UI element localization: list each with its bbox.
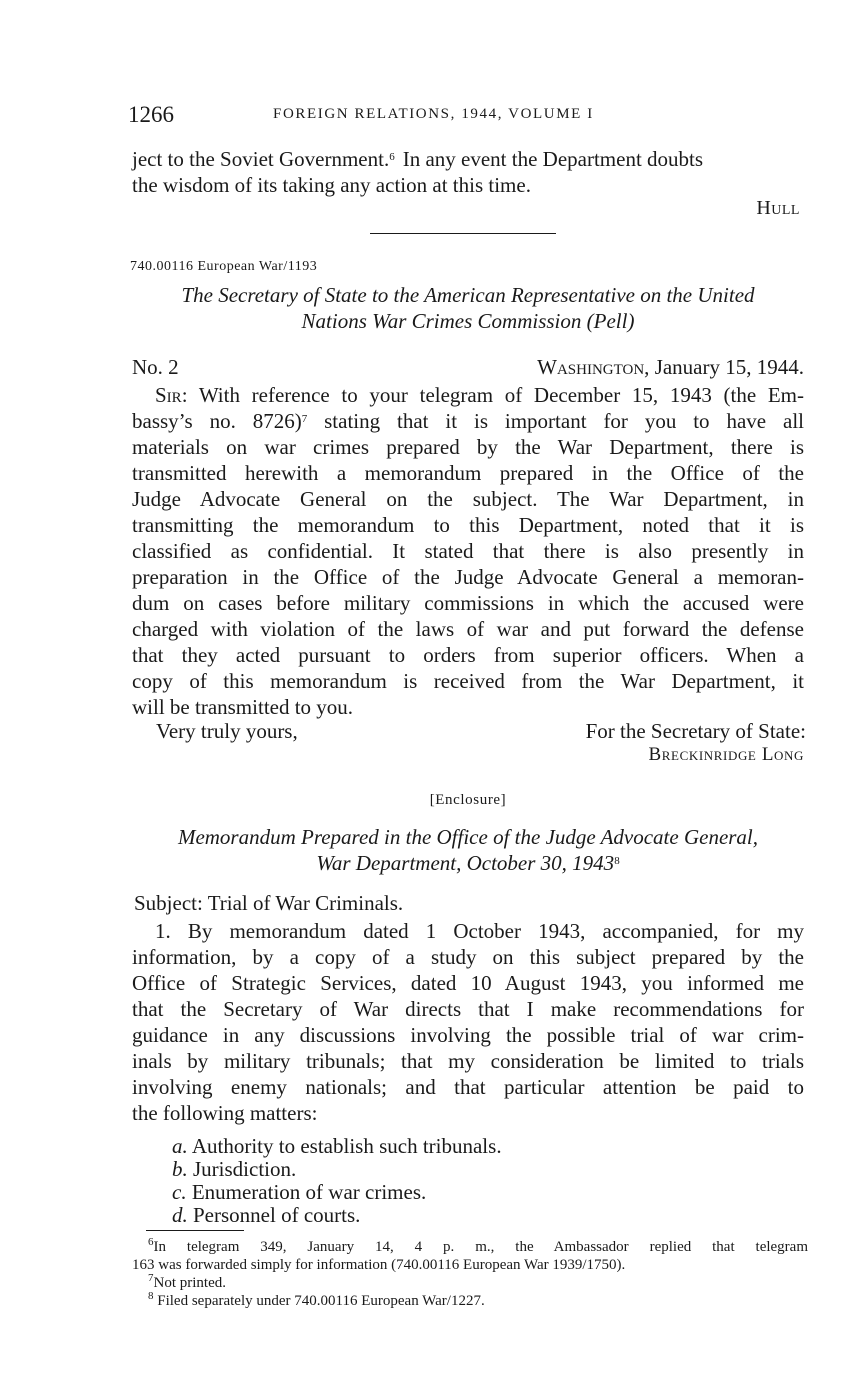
signature-hull: Hull xyxy=(756,197,800,219)
letter-line-8: dum on cases before military commissions in which the accused were xyxy=(132,591,804,615)
letter-line-0: Sir: With reference to your telegram of December 15, 1943 (the Em- xyxy=(155,383,804,407)
letter-line-9: charged with violation of the laws of war and put forward the defense xyxy=(132,617,804,641)
letter-line-12: will be transmitted to you. xyxy=(132,695,354,719)
document-heading-line-1: The Secretary of State to the American Representative on the United xyxy=(181,283,755,307)
footnote-ref-8: 8 xyxy=(614,855,620,867)
list-item-d: d. Personnel of courts. xyxy=(172,1203,361,1227)
salutation: Sir xyxy=(155,383,182,407)
footnote-rule xyxy=(146,1230,244,1231)
memo-line-7: the following matters: xyxy=(132,1101,318,1125)
memo-line-5: inals by military tribunals; that my consideration be limited to trials xyxy=(132,1049,804,1073)
signer-name: Breckinridge Long xyxy=(648,744,804,765)
dateline: Washington, January 15, 1944. xyxy=(537,355,804,379)
footnote-ref-7: 7 xyxy=(301,413,308,425)
list-item-b: b. Jurisdiction. xyxy=(172,1157,297,1181)
list-item-c: c. Enumeration of war crimes. xyxy=(172,1180,427,1204)
file-number: 740.00116 European War/1193 xyxy=(130,259,318,274)
section-divider xyxy=(370,233,556,234)
memo-line-1: information, by a copy of a study on this subject prepared by the xyxy=(132,945,804,969)
letter-line-2: materials on war crimes prepared by the War Department, there is xyxy=(132,435,804,459)
footnote-7: $^7$Not printed. xyxy=(148,1272,226,1291)
memo-line-0: 1. By memorandum dated 1 October 1943, accompanied, for my xyxy=(155,919,804,943)
for-the-secretary: For the Secretary of State: xyxy=(585,719,806,743)
letter-line-3: transmitted herewith a memorandum prepared in the Office of the xyxy=(132,461,804,485)
memo-subject: Subject: Trial of War Criminals. xyxy=(134,891,404,915)
list-item-a: a. Authority to establish such tribunals. xyxy=(172,1134,502,1158)
letter-closing: Very truly yours, xyxy=(156,719,298,743)
memo-line-4: guidance in any discussions involving the possible trial of war crim- xyxy=(132,1023,804,1047)
enclosure-title-line-1: Memorandum Prepared in the Office of the Judge Advocate General, xyxy=(177,825,759,849)
footnote-6-line-2: 163 was forwarded simply for information (740.00116 European War 1939/1750). xyxy=(132,1257,626,1273)
memo-line-3: that the Secretary of War directs that I make recommendations for xyxy=(132,997,804,1021)
running-title: FOREIGN RELATIONS, 1944, VOLUME I xyxy=(273,106,594,122)
intro-line-1: ject to the Soviet Government.$^6$ In any event the Department doubts xyxy=(132,147,704,171)
letter-line-6: classified as confidential. It stated that there is also presently in xyxy=(132,539,804,563)
letter-line-11: copy of this memorandum is received from the War Department, it xyxy=(132,669,804,693)
enclosure-label: [Enclosure] xyxy=(429,792,507,808)
memo-line-6: involving enemy nationals; and that particular attention be paid to xyxy=(132,1075,804,1099)
letter-line-1: bassy’s no. 8726)$^7$ stating that it is important for you to have all xyxy=(132,409,804,433)
footnote-ref-6: 6 xyxy=(389,151,395,163)
document-number: No. 2 xyxy=(132,355,179,379)
page-number: 1266 xyxy=(128,102,174,127)
letter-line-5: transmitting the memorandum to this Department, noted that it is xyxy=(132,513,804,537)
letter-line-10: that they acted pursuant to orders from superior officers. When a xyxy=(132,643,804,667)
enclosure-title-line-2: War Department, October 30, 1943$^8$ xyxy=(316,851,620,875)
intro-line-2: the wisdom of its taking any action at this time. xyxy=(132,173,531,197)
footnote-6-line-1: $^6$In telegram 349, January 14, 4 p. m., the Ambassador replied that telegram xyxy=(148,1236,808,1255)
document-heading-line-2: Nations War Crimes Commission (Pell) xyxy=(301,309,635,333)
letter-line-7: preparation in the Office of the Judge Advocate General a memoran- xyxy=(132,565,804,589)
footnote-8: $^8$ Filed separately under 740.00116 European War/1227. xyxy=(148,1290,485,1309)
memo-line-2: Office of Strategic Services, dated 10 August 1943, you informed me xyxy=(132,971,804,995)
letter-line-4: Judge Advocate General on the subject. The War Department, in xyxy=(132,487,804,511)
